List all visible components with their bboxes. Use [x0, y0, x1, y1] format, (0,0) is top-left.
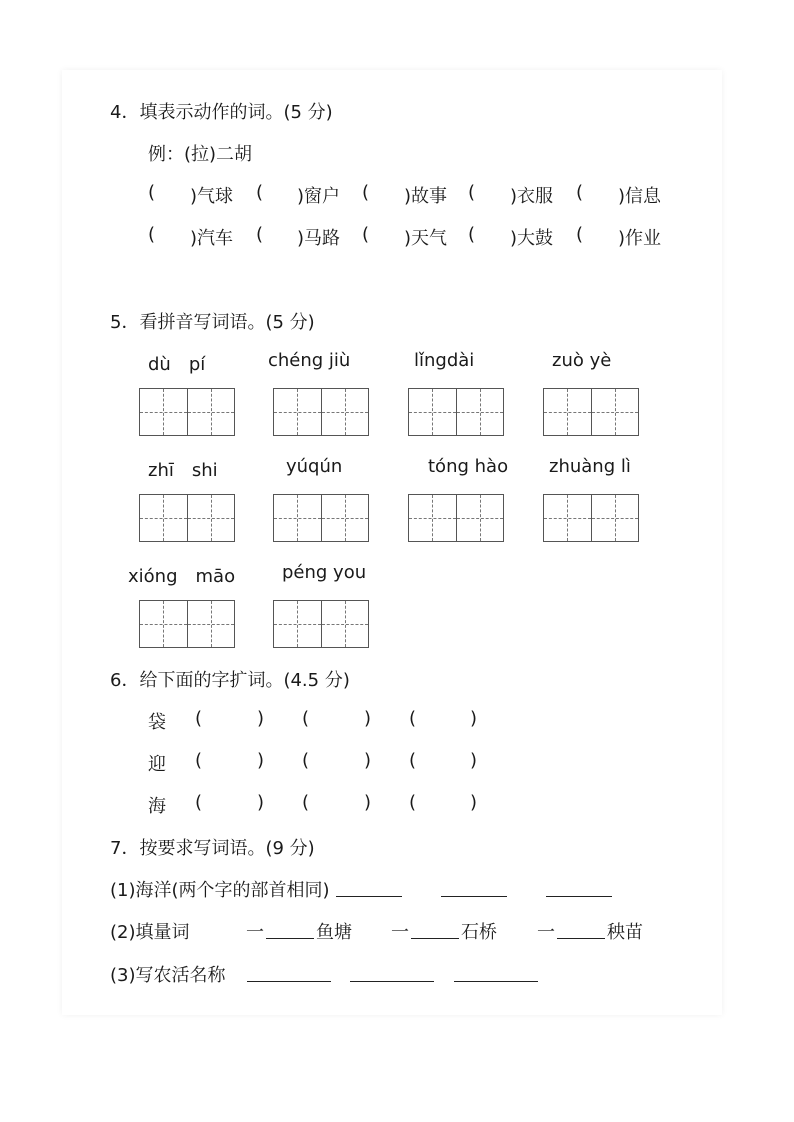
q4-r2-open-3: (	[362, 224, 370, 245]
q7-item2-yi-3: 一	[537, 922, 555, 943]
q4-r1-word-5: )信息	[618, 186, 662, 207]
q4-title: 4．填表示动作的词。(5 分)	[110, 102, 333, 123]
q6-dai-open-1: (	[195, 708, 203, 729]
writing-box-xiongmao[interactable]	[139, 600, 235, 648]
pinyin-chengjiu: chéng jiù	[268, 350, 351, 371]
q6-hai-open-1: (	[195, 792, 203, 813]
q4-r1-word-2: )窗户	[297, 186, 341, 207]
q6-ying-open-1: (	[195, 750, 203, 771]
q7-title: 7．按要求写词语。(9 分)	[110, 838, 315, 859]
writing-box-zhuangli[interactable]	[543, 494, 639, 542]
q7-item1-blank-3[interactable]	[546, 878, 612, 897]
writing-box-chengjiu[interactable]	[273, 388, 369, 436]
q4-r1-open-1: (	[148, 182, 156, 203]
q4-r1-word-1: )气球	[190, 186, 234, 207]
q4-r1-open-3: (	[362, 182, 370, 203]
q4-r1-open-5: (	[576, 182, 584, 203]
writing-box-pengyou[interactable]	[273, 600, 369, 648]
pinyin-tonghao: tóng hào	[428, 456, 509, 477]
q4-r2-open-2: (	[256, 224, 264, 245]
q7-item3-blank-2[interactable]	[350, 963, 434, 982]
q7-item2-label: (2)填量词	[110, 922, 190, 943]
q7-item3-blank-1[interactable]	[247, 963, 331, 982]
q7-item2-blank-2[interactable]	[411, 920, 459, 939]
pinyin-zuoye: zuò yè	[552, 350, 612, 371]
q7-item2-blank-3[interactable]	[557, 920, 605, 939]
writing-box-yuqun[interactable]	[273, 494, 369, 542]
q4-r1-open-4: (	[468, 182, 476, 203]
q4-r2-open-5: (	[576, 224, 584, 245]
q6-ying-close-3: )	[470, 750, 478, 771]
q6-dai-close-1: )	[257, 708, 265, 729]
q6-ying-close-1: )	[257, 750, 265, 771]
q6-char-dai: 袋	[148, 712, 166, 733]
q7-item2-yi-1: 一	[246, 922, 264, 943]
q6-title: 6．给下面的字扩词。(4.5 分)	[110, 670, 350, 691]
q7-item1-blank-1[interactable]	[336, 878, 402, 897]
writing-box-dupi[interactable]	[139, 388, 235, 436]
writing-box-zhishi[interactable]	[139, 494, 235, 542]
pinyin-pengyou: péng you	[282, 562, 367, 583]
q5-title: 5．看拼音写词语。(5 分)	[110, 312, 315, 333]
pinyin-zhishi: zhī shi	[148, 460, 218, 481]
q4-r2-word-1: )汽车	[190, 228, 234, 249]
q7-item3-label: (3)写农活名称	[110, 965, 226, 986]
q6-hai-open-3: (	[409, 792, 417, 813]
writing-box-tonghao[interactable]	[408, 494, 504, 542]
q7-item1-blank-2[interactable]	[441, 878, 507, 897]
q6-dai-open-2: (	[302, 708, 310, 729]
q4-r1-word-4: )衣服	[510, 186, 554, 207]
q7-item1-label: (1)海洋(两个字的部首相同)	[110, 880, 330, 901]
q7-item2-word-1: 鱼塘	[316, 922, 352, 943]
q6-char-ying: 迎	[148, 754, 166, 775]
pinyin-zhuangli: zhuàng lì	[549, 456, 631, 477]
writing-box-zuoye[interactable]	[543, 388, 639, 436]
q6-dai-open-3: (	[409, 708, 417, 729]
q6-hai-close-2: )	[364, 792, 372, 813]
q4-r2-word-2: )马路	[297, 228, 341, 249]
q4-r2-word-3: )天气	[404, 228, 448, 249]
q6-ying-open-2: (	[302, 750, 310, 771]
writing-box-lingdai[interactable]	[408, 388, 504, 436]
q6-dai-close-3: )	[470, 708, 478, 729]
q7-item2-word-3: 秧苗	[607, 922, 643, 943]
q6-hai-open-2: (	[302, 792, 310, 813]
q4-r2-word-4: )大鼓	[510, 228, 554, 249]
pinyin-xiongmao: xióng māo	[128, 566, 236, 587]
pinyin-lingdai: lǐngdài	[414, 350, 475, 371]
pinyin-dupi: dù pí	[148, 354, 206, 375]
pinyin-yuqun: yúqún	[286, 456, 343, 477]
q6-hai-close-3: )	[470, 792, 478, 813]
q4-r1-word-3: )故事	[404, 186, 448, 207]
q7-item3-blank-3[interactable]	[454, 963, 538, 982]
q4-r2-open-1: (	[148, 224, 156, 245]
q6-char-hai: 海	[148, 796, 166, 817]
worksheet-page	[62, 70, 722, 1015]
q6-dai-close-2: )	[364, 708, 372, 729]
q4-r2-open-4: (	[468, 224, 476, 245]
q4-r1-open-2: (	[256, 182, 264, 203]
q7-item2-blank-1[interactable]	[266, 920, 314, 939]
q4-r2-word-5: )作业	[618, 228, 662, 249]
q6-ying-open-3: (	[409, 750, 417, 771]
q7-item2-yi-2: 一	[391, 922, 409, 943]
q6-hai-close-1: )	[257, 792, 265, 813]
q4-example: 例：(拉)二胡	[148, 144, 253, 165]
q7-item2-word-2: 石桥	[461, 922, 497, 943]
q6-ying-close-2: )	[364, 750, 372, 771]
